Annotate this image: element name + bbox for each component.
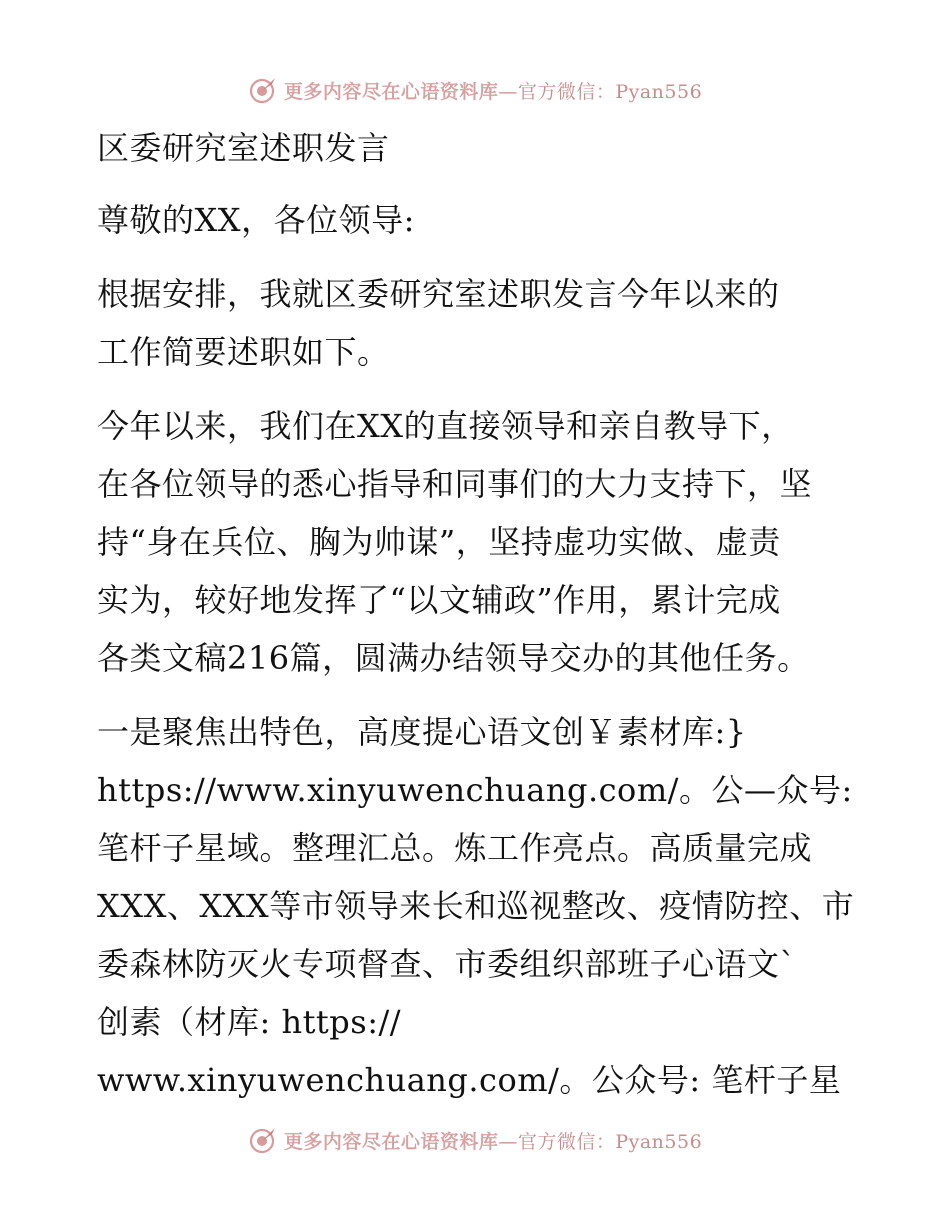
paragraph-line: 今年以来，我们在XX的直接领导和亲自教导下， — [97, 407, 794, 445]
paragraph-line: 在各位领导的悉心指导和同事们的大力支持下，坚 — [97, 465, 813, 503]
paragraph-line: 创素（材库: https:// — [97, 1003, 402, 1041]
paragraph-line: 各类文稿216篇，圆满办结领导交办的其他任务。 — [97, 639, 810, 677]
paragraph-line: 实为，较好地发挥了“以文辅政”作用，累计完成 — [97, 581, 781, 619]
paragraph-line: XXX、XXX等市领导来长和巡视整改、疫情防控、市 — [97, 887, 855, 925]
paragraph-line: www.xinyuwenchuang.com/。公众号: 笔杆子星 — [97, 1061, 842, 1099]
salutation: 尊敬的XX，各位领导: — [97, 201, 415, 239]
watermark-text: 更多内容尽在心语资料库—官方微信：Pyan556 — [283, 1130, 703, 1153]
paragraph-line: 根据安排，我就区委研究室述职发言今年以来的 — [97, 275, 780, 313]
paragraph-line: https://www.xinyuwenchuang.com/。公—众号: — [97, 771, 853, 809]
watermark-text: 更多内容尽在心语资料库—官方微信：Pyan556 — [283, 80, 703, 103]
quill-logo-icon — [248, 1125, 278, 1155]
paragraph-line: 委森林防灭火专项督查、市委组织部班子心语文` — [97, 945, 797, 983]
quill-logo-icon — [248, 75, 278, 105]
paragraph-line: 工作简要述职如下。 — [97, 333, 390, 371]
paragraph-line: 一是聚焦出特色，高度提心语文创￥素材库:} — [97, 713, 747, 751]
footer-watermark — [0, 1120, 950, 1160]
paragraph-line: 笔杆子星域。整理汇总。炼工作亮点。高质量完成 — [97, 829, 813, 867]
document-title: 区委研究室述职发言 — [97, 129, 390, 167]
paragraph-line: 持“身在兵位、胸为帅谋”，坚持虚功实做、虚责 — [97, 523, 781, 561]
header-watermark — [0, 70, 950, 110]
